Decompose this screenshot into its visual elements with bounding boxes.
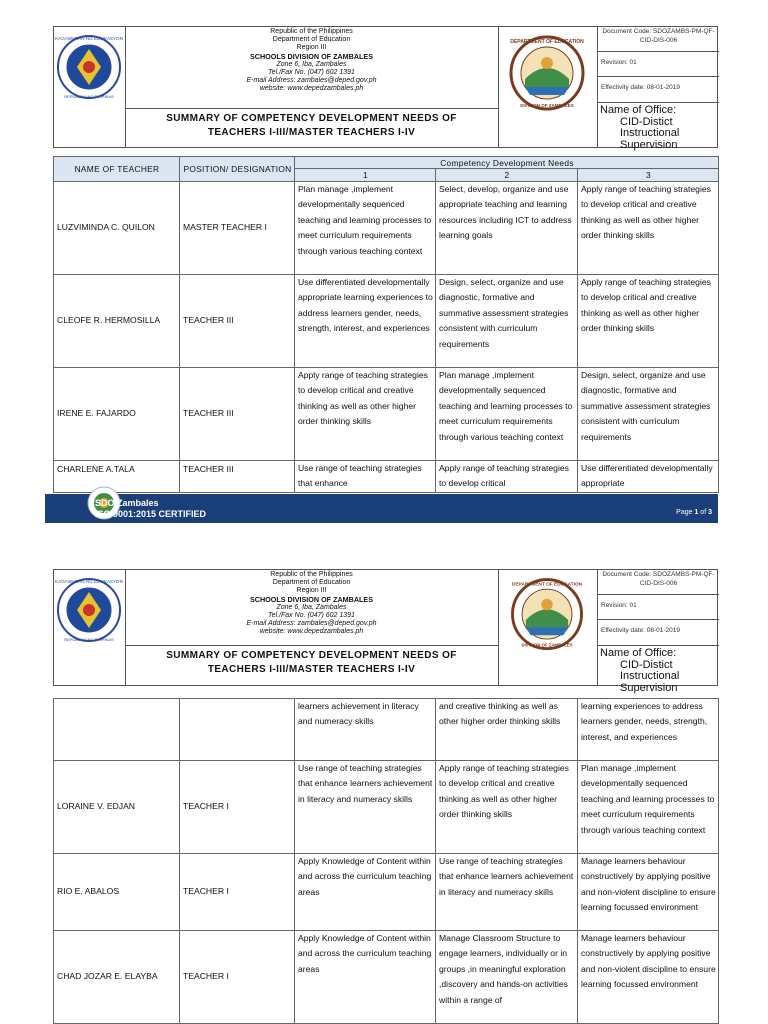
address-text: Zone 6, Iba, Zambales <box>276 603 347 611</box>
need-2: Apply range of teaching strategies to develop critical and creative thinking as well as other higher order thinking skills <box>436 761 578 854</box>
need-3: Use differentiated developmentally appropriate <box>578 461 719 493</box>
svg-text:KAGAWARAN NG EDUKASYON: KAGAWARAN NG EDUKASYON <box>55 36 123 41</box>
page2-header <box>53 569 718 694</box>
title-line-1: SUMMARY OF COMPETENCY DEVELOPMENT NEEDS OF <box>166 650 457 661</box>
table-row <box>54 461 719 493</box>
header-col-1: 1 <box>295 169 436 182</box>
teacher-name: LORAINE V. EDJAN <box>54 761 180 854</box>
table-row <box>54 931 719 1024</box>
teacher-name: CHAD JOZAR E. ELAYBA <box>54 931 180 1024</box>
document-title <box>125 646 498 677</box>
page1-footer <box>45 494 718 523</box>
division-text: SCHOOLS DIVISION OF ZAMBALES <box>250 51 373 61</box>
table-row <box>54 275 719 368</box>
deped-seal-logo <box>54 27 126 147</box>
document-title <box>125 109 498 140</box>
office-label: Name of Office: <box>600 104 677 116</box>
website-text: website: www.depedzambales.ph <box>259 85 364 93</box>
office-name: CID-Distict Instructional Supervision <box>620 658 680 694</box>
teacher-position: TEACHER I <box>180 931 295 1024</box>
telfax-text: Tel./Fax No. (047) 602 1391 <box>268 612 355 620</box>
footer-iso-text: ISO 9001:2015 CERTIFIED <box>95 509 207 519</box>
need-1: Apply Knowledge of Content within and across the curriculum teaching areas <box>295 931 436 1024</box>
teacher-name: RIO E. ABALOS <box>54 854 180 931</box>
need-2: Apply range of teaching strategies to develop critical <box>436 461 578 493</box>
page1-header <box>53 26 718 151</box>
page1-competency-table <box>53 156 719 493</box>
teacher-position: TEACHER I <box>180 854 295 931</box>
svg-text:DIVISION OF ZAMBALES: DIVISION OF ZAMBALES <box>520 103 574 108</box>
header-doc-info <box>597 570 719 694</box>
header-col-2: 2 <box>436 169 578 182</box>
teacher-position: TEACHER I <box>180 761 295 854</box>
teacher-name: LUZVIMINDA C. QUILON <box>54 182 180 275</box>
header-name-of-teacher: NAME OF TEACHER <box>54 157 180 182</box>
teacher-position: TEACHER III <box>180 275 295 368</box>
table-row <box>54 182 719 275</box>
office-name: CID-Distict Instructional Supervision <box>620 115 680 151</box>
office-block <box>597 646 719 694</box>
svg-text:DEPARTMENT OF EDUCATION: DEPARTMENT OF EDUCATION <box>510 39 584 45</box>
page2-competency-table <box>53 698 719 1024</box>
header-address-block <box>125 570 498 646</box>
need-3: Apply range of teaching strategies to develop critical and creative thinking as well as other higher order thinking skills <box>578 182 719 275</box>
title-line-1: SUMMARY OF COMPETENCY DEVELOPMENT NEEDS OF <box>166 113 457 124</box>
effectivity-date: Effectivity date: 08-01-2019 <box>597 620 719 646</box>
teacher-position: TEACHER III <box>180 461 295 493</box>
header-competency-needs: Competency Development Needs <box>295 157 719 169</box>
teacher-name: CHARLENE A.TALA <box>54 461 180 493</box>
need-1: Plan manage ,implement developmentally sequenced teaching and learning processes to meet curriculum requirements through various teaching context <box>295 182 436 275</box>
need-3: Apply range of teaching strategies to develop critical and creative thinking as well as other higher order thinking skills <box>578 275 719 368</box>
email-text: E-mail Address: zambales@deped.gov.ph <box>246 620 377 628</box>
division-text: SCHOOLS DIVISION OF ZAMBALES <box>250 594 373 604</box>
need-2: Use range of teaching strategies that enhance learners achievement in literacy and numeracy skills <box>436 854 578 931</box>
office-label: Name of Office: <box>600 647 677 659</box>
svg-text:KAGAWARAN NG EDUKASYON: KAGAWARAN NG EDUKASYON <box>55 579 123 584</box>
revision: Revision: 01 <box>597 52 719 77</box>
need-2: and creative thinking as well as other higher order thinking skills <box>436 699 578 761</box>
division-seal-logo <box>498 27 598 147</box>
deped-seal-logo <box>54 570 126 685</box>
table-row <box>54 854 719 931</box>
office-block <box>597 103 719 151</box>
table-row <box>54 761 719 854</box>
svg-text:DEPARTMENT OF EDUCATION: DEPARTMENT OF EDUCATION <box>511 582 583 588</box>
teacher-position: TEACHER III <box>180 368 295 461</box>
department-text: Department of Education <box>272 579 351 587</box>
need-3: Design, select, organize and use diagnostic, formative and summative assessment strategies consistent with curriculum requirements <box>578 368 719 461</box>
teacher-name <box>54 699 180 761</box>
need-2: Design, select, organize and use diagnostic, formative and summative assessment strategies consistent with curriculum requirements <box>436 275 578 368</box>
need-2: Manage Classroom Structure to engage learners, individually or in groups ,in meaningful exploration ,discovery and hands-on activities within a range of <box>436 931 578 1024</box>
need-3: Manage learners behaviour constructively by applying positive and non-violent discipline to ensure learning focussed environment <box>578 931 719 1024</box>
teacher-position <box>180 699 295 761</box>
header-center <box>125 570 499 685</box>
teacher-position: MASTER TEACHER I <box>180 182 295 275</box>
teacher-name: IRENE E. FAJARDO <box>54 368 180 461</box>
website-text: website: www.depedzambales.ph <box>259 628 364 636</box>
title-line-2: TEACHERS I-III/MASTER TEACHERS I-IV <box>207 664 416 675</box>
table-row <box>54 368 719 461</box>
page-total: 3 <box>708 509 712 516</box>
effectivity-date: Effectivity date: 08-01-2019 <box>597 77 719 103</box>
need-1: Use differentiated developmentally appropriate learning experiences to address learners gender, needs, strength, interest, and experiences <box>295 275 436 368</box>
need-3: learning experiences to address learners gender, needs, strength, interest, and experiences <box>578 699 719 761</box>
title-line-2: TEACHERS I-III/MASTER TEACHERS I-IV <box>207 127 416 138</box>
need-3: Manage learners behaviour constructively by applying positive and non-violent discipline to ensure learning focussed environment <box>578 854 719 931</box>
doc-code: Document Code: SDOZAMBS-PM-QF-CID-DIS-006 <box>597 570 719 595</box>
department-text: Department of Education <box>272 36 351 44</box>
svg-text:REPUBLIKA NG PILIPINAS: REPUBLIKA NG PILIPINAS <box>64 94 114 99</box>
header-col-3: 3 <box>578 169 719 182</box>
page-number <box>676 509 712 516</box>
need-1: Use range of teaching strategies that enhance learners achievement in literacy and numeracy skills <box>295 761 436 854</box>
revision: Revision: 01 <box>597 595 719 620</box>
region-text: Region III <box>296 44 327 52</box>
header-center <box>125 27 499 147</box>
doc-code: Document Code: SDOZAMBS-PM-QF-CID-DIS-006 <box>597 27 719 52</box>
page-prefix: Page <box>676 509 695 516</box>
need-1: Apply Knowledge of Content within and across the curriculum teaching areas <box>295 854 436 931</box>
teacher-name: CLEOFE R. HERMOSILLA <box>54 275 180 368</box>
svg-text:REPUBLIKA NG PILIPINAS: REPUBLIKA NG PILIPINAS <box>64 637 114 642</box>
need-2: Plan manage ,implement developmentally sequenced teaching and learning processes to meet curriculum requirements through various teaching context <box>436 368 578 461</box>
page-current: 1 <box>694 509 699 516</box>
address-text: Zone 6, Iba, Zambales <box>276 60 347 68</box>
email-text: E-mail Address: zambales@deped.gov.ph <box>246 77 377 85</box>
svg-text:DIVISION OF ZAMBALES: DIVISION OF ZAMBALES <box>521 642 573 648</box>
telfax-text: Tel./Fax No. (047) 602 1391 <box>268 69 355 77</box>
need-1: Apply range of teaching strategies to develop critical and creative thinking as well as other higher order thinking skills <box>295 368 436 461</box>
page-of: of <box>698 509 709 516</box>
table-row <box>54 699 719 761</box>
need-3: Plan manage ,implement developmentally sequenced teaching and learning processes to meet curriculum requirements through various teaching context <box>578 761 719 854</box>
need-1: Use range of teaching strategies that enhance <box>295 461 436 493</box>
header-doc-info <box>597 27 719 151</box>
need-2: Select, develop, organize and use appropriate teaching and learning resources including ICT to address learning goals <box>436 182 578 275</box>
division-seal-logo <box>498 570 598 685</box>
republic-text: Republic of the Philippines <box>270 571 353 578</box>
need-1: learners achievement in literacy and numeracy skills <box>295 699 436 761</box>
region-text: Region III <box>296 587 327 595</box>
header-address-block <box>125 27 498 109</box>
republic-text: Republic of the Philippines <box>270 28 353 35</box>
footer-sdo-text: SDO Zambales <box>95 498 159 508</box>
header-position: POSITION/ DESIGNATION <box>180 157 295 182</box>
